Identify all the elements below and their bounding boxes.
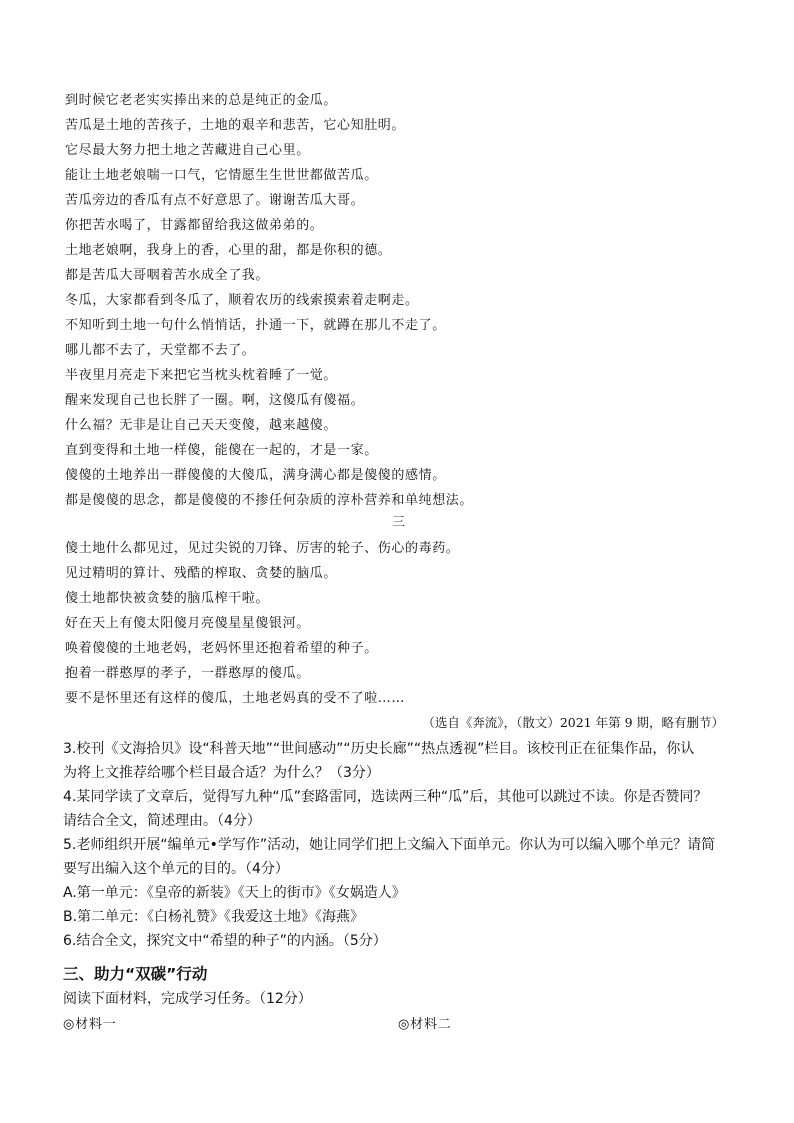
- section-three-heading: 三: [392, 515, 406, 530]
- question-line: 请结合全文，简述理由。（4分）: [63, 813, 261, 829]
- source-note: （选自《奔流》，（散文）2021 年第 9 期，略有删节）: [422, 715, 724, 730]
- essay-line: 直到变得和土地一样傻，能傻在一起的，才是一家。: [65, 443, 378, 458]
- question-line: 为将上文推荐给哪个栏目最合适？为什么？（3分）: [63, 765, 380, 781]
- essay-line: 苦瓜是土地的苦孩子，土地的艰辛和悲苦，它心知肚明。: [65, 118, 406, 133]
- question-line: 要写出编入这个单元的目的。（4分）: [63, 861, 289, 877]
- essay-line: 傻傻的土地养出一群傻傻的大傻瓜，满身满心都是傻傻的感情。: [65, 468, 446, 483]
- essay-line: 哪儿都不去了，天堂都不去了。: [65, 343, 256, 358]
- essay-line: 好在天上有傻太阳傻月亮傻星星傻银河。: [65, 616, 310, 631]
- essay-line: 抱着一群憨厚的孝子，一群憨厚的傻瓜。: [65, 666, 310, 681]
- essay-line: 能让土地老娘喘一口气，它情愿生生世世都做苦瓜。: [65, 168, 378, 183]
- essay-line: 要不是怀里还有这样的傻瓜，土地老妈真的受不了啦……: [65, 691, 406, 706]
- part-three-title: 三、助力“双碳”行动: [63, 965, 208, 983]
- essay-part-three: [65, 536, 745, 711]
- option-line: A.第一单元：《皇帝的新装》《天上的街市》《女娲造人》: [63, 885, 406, 901]
- question-line: 3.校刊《文海拾贝》设“科普天地”“世间感动”“历史长廊”“热点透视”栏目。该校刊正在征集作品，你认: [63, 741, 695, 757]
- essay-part-two: [65, 88, 745, 513]
- part-three-instruction: 阅读下面材料，完成学习任务。（12分）: [63, 991, 312, 1007]
- essay-line: 你把苦水喝了，甘露都留给我这做弟弟的。: [65, 218, 324, 233]
- essay-line: 土地老娘啊，我身上的香，心里的甜，都是你积的德。: [65, 243, 392, 258]
- question-list: [63, 737, 753, 953]
- essay-line: 冬瓜，大家都看到冬瓜了，顺着农历的线索摸索着走啊走。: [65, 293, 419, 308]
- essay-line: 它尽最大努力把土地之苦藏进自己心里。: [65, 143, 310, 158]
- essay-line: 唤着傻傻的土地老妈，老妈怀里还抱着希望的种子。: [65, 641, 378, 656]
- essay-line: 苦瓜旁边的香瓜有点不好意思了。谢谢苦瓜大哥。: [65, 193, 365, 208]
- essay-line: 傻土地都快被贪婪的脑瓜榨干啦。: [65, 591, 270, 606]
- essay-line: 都是苦瓜大哥咽着苦水成全了我。: [65, 268, 270, 283]
- question-line: 4.某同学读了文章后，觉得写九种“瓜”套路雷同，选读两三种“瓜”后，其他可以跳过不读。你是否赞同？: [63, 789, 708, 805]
- essay-line: 不知听到土地一句什么悄悄话，扑通一下，就蹲在那儿不走了。: [65, 318, 446, 333]
- essay-line: 见过精明的算计、残酷的榨取、贪婪的脑瓜。: [65, 566, 338, 581]
- question-line: 6.结合全文，探究文中“希望的种子”的内涵。（5分）: [63, 933, 387, 949]
- essay-line: 半夜里月亮走下来把它当枕头枕着睡了一觉。: [65, 368, 338, 383]
- question-line: 5.老师组织开展“编单元•学写作”活动，她让同学们把上文编入下面单元。你认为可以编入哪个单元？请简: [63, 837, 716, 853]
- essay-line: 都是傻傻的思念，都是傻傻的不掺任何杂质的淳朴营养和单纯想法。: [65, 493, 474, 508]
- material-two-label: ◎材料二: [398, 1017, 452, 1032]
- essay-line: 傻土地什么都见过，见过尖锐的刀锋、厉害的轮子、伤心的毒药。: [65, 541, 460, 556]
- essay-line: 什么福？无非是让自己天天变傻，越来越傻。: [65, 418, 338, 433]
- option-line: B.第二单元：《白杨礼赞》《我爱这土地》《海燕》: [63, 909, 365, 925]
- essay-line: 到时候它老老实实捧出来的总是纯正的金瓜。: [65, 93, 338, 108]
- material-one-label: ◎材料一: [63, 1017, 117, 1032]
- essay-line: 醒来发现自己也长胖了一圈。啊，这傻瓜有傻福。: [65, 393, 365, 408]
